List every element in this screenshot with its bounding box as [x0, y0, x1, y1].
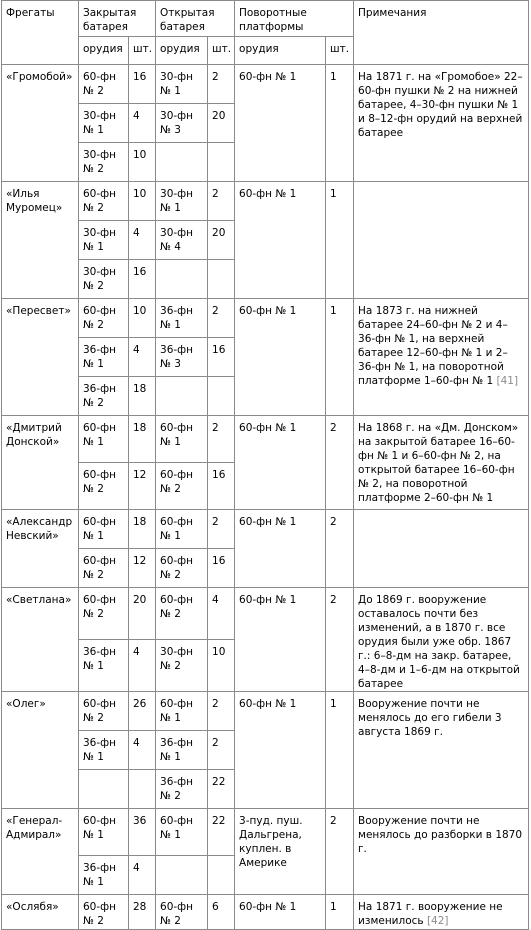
open-battery-gun: [156, 856, 208, 895]
header-qty: шт.: [326, 37, 354, 65]
turn-platform-qty: 1: [326, 182, 354, 299]
closed-battery-qty: 20: [129, 588, 156, 640]
note-cell: [354, 895, 529, 930]
open-battery-qty: 6: [208, 895, 235, 930]
header-qty: шт.: [129, 37, 156, 65]
open-battery-gun: 36-фн № 2: [156, 770, 208, 809]
open-battery-gun: 60-фн № 1: [156, 510, 208, 549]
closed-battery-gun: 30-фн № 2: [79, 260, 129, 299]
note-cell: [354, 299, 529, 416]
closed-battery-qty: 18: [129, 416, 156, 463]
closed-battery-gun: 36-фн № 1: [79, 338, 129, 377]
turn-platform-gun: 60-фн № 1: [235, 65, 326, 182]
header-guns: орудия: [79, 37, 129, 65]
note-cell: [354, 588, 529, 692]
open-battery-gun: 36-фн № 1: [156, 299, 208, 338]
frigate-name: «Генерал-Адмирал»: [2, 809, 79, 895]
reference-link[interactable]: [41]: [496, 375, 519, 387]
note-text: На 1871 г. вооружение не изменилось: [358, 901, 503, 927]
turn-platform-qty: 2: [326, 510, 354, 588]
open-battery-gun: 30-фн № 1: [156, 182, 208, 221]
table-row: [2, 299, 529, 338]
closed-battery-qty: 16: [129, 65, 156, 104]
closed-battery-gun: 60-фн № 1: [79, 809, 129, 856]
open-battery-gun: 60-фн № 2: [156, 895, 208, 930]
frigate-name: «Громобой»: [2, 65, 79, 182]
closed-battery-qty: 4: [129, 731, 156, 770]
frigate-name: «Светлана»: [2, 588, 79, 692]
open-battery-gun: 36-фн № 3: [156, 338, 208, 377]
closed-battery-gun: 30-фн № 1: [79, 221, 129, 260]
open-battery-gun: 60-фн № 1: [156, 809, 208, 856]
open-battery-gun: 36-фн № 1: [156, 731, 208, 770]
frigate-name: «Александр Невский»: [2, 510, 79, 588]
closed-battery-qty: 10: [129, 143, 156, 182]
note-cell: [354, 692, 529, 809]
open-battery-gun: 60-фн № 2: [156, 588, 208, 640]
open-battery-gun: 30-фн № 2: [156, 640, 208, 692]
frigate-name: «Ослябя»: [2, 895, 79, 930]
armament-table: [1, 0, 529, 930]
header-closed-battery: Закрытая батарея: [79, 1, 156, 37]
closed-battery-qty: 10: [129, 299, 156, 338]
table-row: [2, 182, 529, 221]
open-battery-qty: 22: [208, 809, 235, 856]
open-battery-gun: 60-фн № 1: [156, 416, 208, 463]
note-cell: [354, 182, 529, 299]
table-row: [2, 692, 529, 731]
closed-battery-qty: 4: [129, 856, 156, 895]
open-battery-qty: 2: [208, 65, 235, 104]
table-row: [2, 416, 529, 463]
closed-battery-qty: 10: [129, 182, 156, 221]
frigate-name: «Илья Муромец»: [2, 182, 79, 299]
open-battery-gun: 60-фн № 2: [156, 463, 208, 510]
open-battery-qty: 2: [208, 692, 235, 731]
note-cell: [354, 510, 529, 588]
open-battery-gun: 30-фн № 4: [156, 221, 208, 260]
closed-battery-gun: 30-фн № 2: [79, 143, 129, 182]
table-row: [2, 895, 529, 930]
header-open-battery: Открытая батарея: [156, 1, 235, 37]
closed-battery-gun: 60-фн № 1: [79, 510, 129, 549]
open-battery-qty: 2: [208, 299, 235, 338]
open-battery-qty: 20: [208, 221, 235, 260]
closed-battery-gun: [79, 770, 129, 809]
closed-battery-qty: 26: [129, 692, 156, 731]
closed-battery-gun: 60-фн № 2: [79, 182, 129, 221]
header-frigates: Фрегаты: [2, 1, 79, 65]
table-body: [2, 65, 529, 930]
open-battery-qty: 2: [208, 731, 235, 770]
open-battery-qty: [208, 377, 235, 416]
turn-platform-qty: 1: [326, 299, 354, 416]
closed-battery-gun: 36-фн № 1: [79, 640, 129, 692]
open-battery-qty: 16: [208, 549, 235, 588]
closed-battery-qty: 4: [129, 338, 156, 377]
table-row: [2, 510, 529, 549]
closed-battery-gun: 60-фн № 2: [79, 692, 129, 731]
turn-platform-gun: 60-фн № 1: [235, 416, 326, 510]
turn-platform-qty: 1: [326, 65, 354, 182]
open-battery-gun: 60-фн № 2: [156, 549, 208, 588]
turn-platform-qty: 1: [326, 692, 354, 809]
open-battery-qty: 10: [208, 640, 235, 692]
closed-battery-gun: 36-фн № 1: [79, 731, 129, 770]
open-battery-qty: [208, 856, 235, 895]
note-text: Вооружение почти не менялось до его гибели 3 августа 1869 г.: [358, 698, 502, 738]
turn-platform-gun: 60-фн № 1: [235, 692, 326, 809]
note-text: На 1873 г. на нижней батарее 24–60-фн № 2 и 4–36-фн № 1, на верхней батарее 12–60-фн № 1 и 2–36-фн № 1, на поворотной платформе 1–60-фн № 1: [358, 305, 508, 387]
closed-battery-gun: 60-фн № 2: [79, 65, 129, 104]
open-battery-qty: 2: [208, 510, 235, 549]
header-qty: шт.: [208, 37, 235, 65]
closed-battery-qty: 4: [129, 221, 156, 260]
turn-platform-qty: 2: [326, 809, 354, 895]
header-turn-platforms: Поворотные платформы: [235, 1, 354, 37]
closed-battery-qty: 18: [129, 510, 156, 549]
open-battery-qty: 4: [208, 588, 235, 640]
open-battery-gun: [156, 143, 208, 182]
open-battery-gun: 30-фн № 3: [156, 104, 208, 143]
closed-battery-gun: 30-фн № 1: [79, 104, 129, 143]
turn-platform-gun: 3-пуд. пуш. Дальгрена, куплен. в Америке: [235, 809, 326, 895]
closed-battery-qty: 18: [129, 377, 156, 416]
turn-platform-gun: 60-фн № 1: [235, 588, 326, 692]
header-guns: орудия: [235, 37, 326, 65]
open-battery-gun: 60-фн № 1: [156, 692, 208, 731]
note-cell: [354, 65, 529, 182]
closed-battery-gun: 36-фн № 1: [79, 856, 129, 895]
turn-platform-gun: 60-фн № 1: [235, 895, 326, 930]
table-row: [2, 65, 529, 104]
closed-battery-gun: 60-фн № 2: [79, 549, 129, 588]
open-battery-gun: [156, 377, 208, 416]
open-battery-qty: 16: [208, 463, 235, 510]
closed-battery-qty: 16: [129, 260, 156, 299]
open-battery-gun: [156, 260, 208, 299]
open-battery-qty: 2: [208, 182, 235, 221]
header-notes: Примечания: [354, 1, 529, 65]
turn-platform-qty: 2: [326, 416, 354, 510]
open-battery-qty: [208, 260, 235, 299]
closed-battery-qty: 12: [129, 463, 156, 510]
turn-platform-gun: 60-фн № 1: [235, 299, 326, 416]
frigate-name: «Олег»: [2, 692, 79, 809]
note-cell: [354, 416, 529, 510]
open-battery-qty: 22: [208, 770, 235, 809]
turn-platform-gun: 60-фн № 1: [235, 510, 326, 588]
closed-battery-gun: 60-фн № 2: [79, 463, 129, 510]
turn-platform-gun: 60-фн № 1: [235, 182, 326, 299]
header-guns: орудия: [156, 37, 208, 65]
closed-battery-qty: 36: [129, 809, 156, 856]
note-text: На 1868 г. на «Дм. Донском» на закрытой батарее 16–60-фн № 1 и 6–60-фн № 2, на открытой батарее 16–60-фн № 2, на поворотной платформе 2–60-фн № 1: [358, 422, 519, 504]
closed-battery-gun: 36-фн № 2: [79, 377, 129, 416]
closed-battery-qty: [129, 770, 156, 809]
closed-battery-gun: 60-фн № 2: [79, 588, 129, 640]
open-battery-qty: [208, 143, 235, 182]
closed-battery-gun: 60-фн № 2: [79, 299, 129, 338]
note-text: На 1871 г. на «Громобое» 22–60-фн пушки № 2 на нижней батарее, 4–30-фн пушки № 1 и 8–12-фн орудий на верхней батарее: [358, 71, 523, 139]
frigate-name: «Пересвет»: [2, 299, 79, 416]
frigate-name: «Дмитрий Донской»: [2, 416, 79, 510]
closed-battery-qty: 4: [129, 104, 156, 143]
open-battery-gun: 30-фн № 1: [156, 65, 208, 104]
table-row: [2, 809, 529, 856]
turn-platform-qty: 2: [326, 588, 354, 692]
open-battery-qty: 20: [208, 104, 235, 143]
turn-platform-qty: 1: [326, 895, 354, 930]
note-text: Вооружение почти не менялось до разборки в 1870 г.: [358, 815, 523, 855]
closed-battery-qty: 4: [129, 640, 156, 692]
note-text: До 1869 г. вооружение оставалось почти без изменений, а в 1870 г. все орудия были уже обр. 1867 г.: 6–8-дм на закр. батарее, 4–8-дм и 1–6-дм на открытой батарее: [358, 594, 520, 690]
closed-battery-gun: 60-фн № 1: [79, 416, 129, 463]
table-row: [2, 588, 529, 640]
open-battery-qty: 2: [208, 416, 235, 463]
closed-battery-qty: 28: [129, 895, 156, 930]
note-cell: [354, 809, 529, 895]
open-battery-qty: 16: [208, 338, 235, 377]
closed-battery-qty: 12: [129, 549, 156, 588]
reference-link[interactable]: [42]: [426, 915, 449, 927]
closed-battery-gun: 60-фн № 2: [79, 895, 129, 930]
